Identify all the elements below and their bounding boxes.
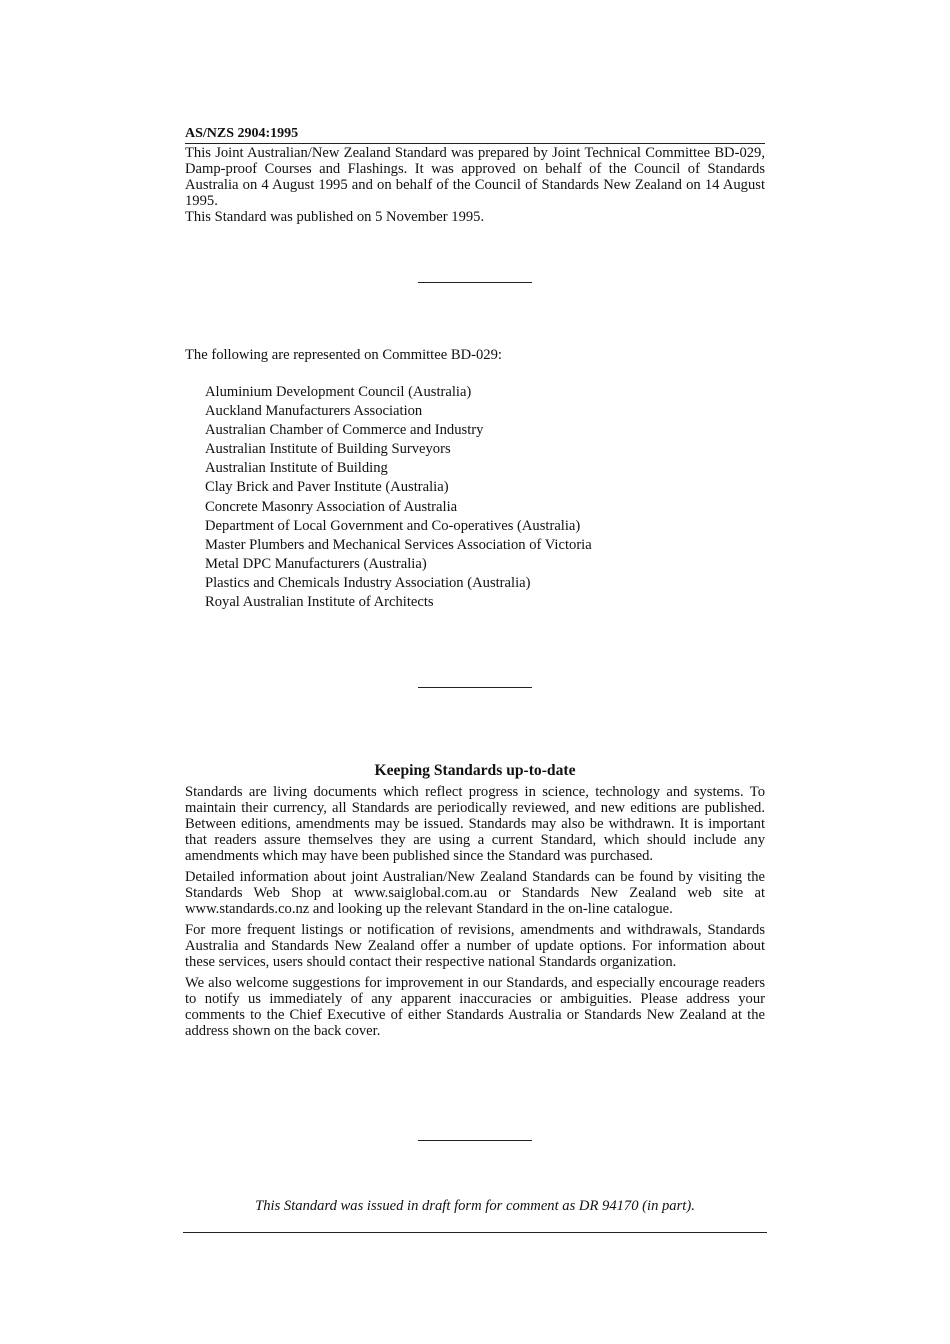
publication-date-statement: This Standard was published on 5 November 1995.: [185, 209, 485, 225]
committee-member: Plastics and Chemicals Industry Association (Australia): [205, 574, 531, 591]
draft-note: This Standard was issued in draft form for comment as DR 94170 (in part).: [255, 1198, 695, 1214]
committee-member: Royal Australian Institute of Architects: [205, 594, 434, 611]
committee-member: Department of Local Government and Co-operatives (Australia): [205, 517, 581, 534]
section-divider: [418, 687, 532, 688]
keeping-standards-heading: Keeping Standards up-to-date: [374, 762, 576, 779]
committee-intro: The following are represented on Committee BD-029:: [185, 347, 502, 363]
committee-member: Auckland Manufacturers Association: [205, 403, 423, 420]
committee-member: Master Plumbers and Mechanical Services Association of Victoria: [205, 536, 592, 553]
standard-code: AS/NZS 2904:1995: [185, 126, 765, 144]
committee-member: Clay Brick and Paver Institute (Australia): [205, 479, 449, 496]
body-paragraph: For more frequent listings or notification of revisions, amendments and withdrawals, Standards Australia and Standards New Zealand offer a number of update options. For information about these services, users should contact their respective national Standards organization.: [185, 922, 765, 970]
committee-member: Australian Institute of Building: [205, 460, 388, 477]
committee-member: Australian Chamber of Commerce and Industry: [205, 422, 484, 439]
body-paragraph: We also welcome suggestions for improvement in our Standards, and especially encourage readers to notify us immediately of any apparent inaccuracies or ambiguities. Please address your comments to the Chief Executive of either Standards Australia or Standards New Zealand at the address shown on the back cover.: [185, 975, 765, 1039]
committee-member: Metal DPC Manufacturers (Australia): [205, 555, 427, 572]
document-page: [185, 0, 765, 1344]
committee-member: Australian Institute of Building Surveyors: [205, 441, 451, 458]
preparation-statement: This Joint Australian/New Zealand Standard was prepared by Joint Technical Committee BD-029, Damp-proof Courses and Flashings. It was approved on behalf of the Council of Standards Australia on 4 August 1995 and on behalf of the Council of Standards New Zealand on 14 August 1995.: [185, 145, 765, 209]
committee-member: Aluminium Development Council (Australia): [205, 384, 472, 400]
section-divider: [418, 1140, 532, 1141]
body-paragraph: Detailed information about joint Australian/New Zealand Standards can be found by visiting the Standards Web Shop at www.saiglobal.com.au or Standards New Zealand web site at www.standards.co.nz and looking up the relevant Standard in the on-line catalogue.: [185, 869, 765, 917]
footer-rule: [183, 1232, 767, 1233]
body-paragraph: Standards are living documents which reflect progress in science, technology and systems. To maintain their currency, all Standards are periodically reviewed, and new editions are published. Between editions, amendments may be issued. Standards may also be withdrawn. It is important that readers assure themselves they are using a current Standard, which should include any amendments which may have been published since the Standard was purchased.: [185, 784, 765, 864]
committee-member: Concrete Masonry Association of Australia: [205, 498, 458, 515]
keeping-standards-body: [185, 784, 765, 1044]
section-divider: [418, 282, 532, 283]
committee-member-list: [205, 383, 592, 612]
